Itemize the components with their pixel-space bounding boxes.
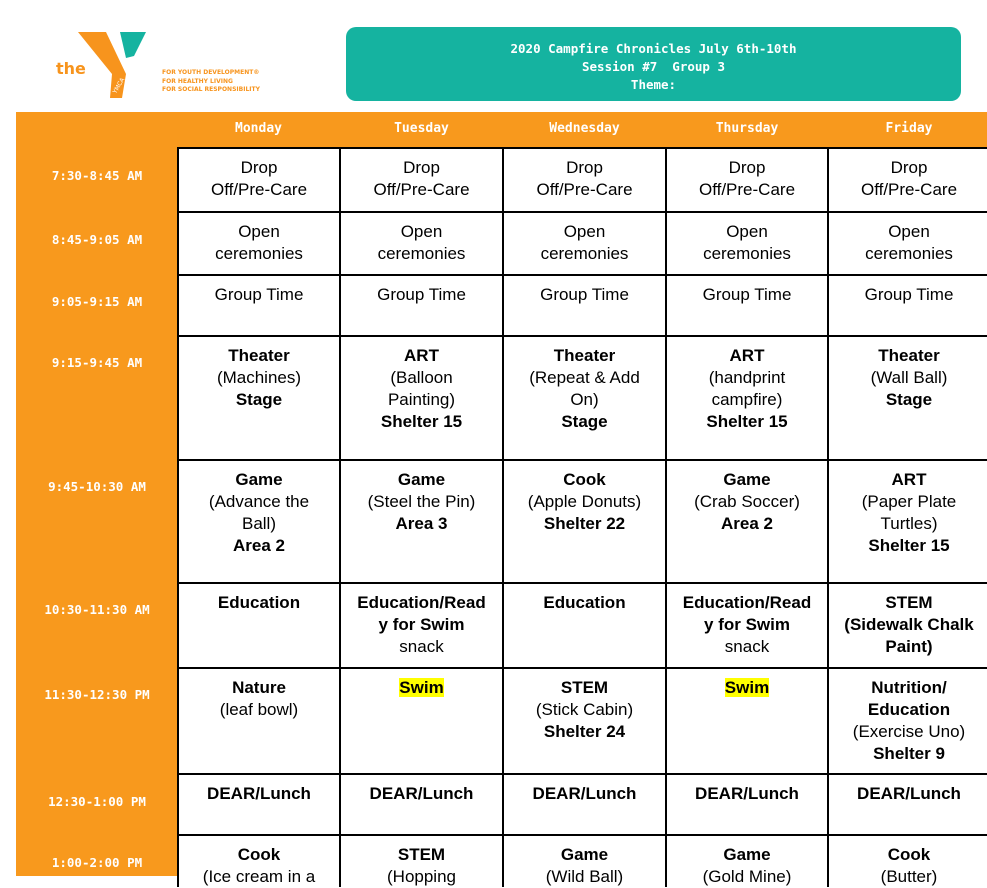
schedule-cell	[829, 284, 987, 306]
logo-ymca-text: YMCA	[111, 76, 127, 95]
grid-line	[177, 667, 987, 669]
cell-line: (Balloon	[390, 368, 453, 387]
grid-line	[177, 274, 987, 276]
cell-line: Cook	[237, 845, 281, 864]
cell-line: Swim	[399, 678, 444, 697]
cell-line: (Ice cream in a	[202, 867, 316, 886]
banner-session: Session #7 Group 3	[582, 59, 725, 74]
cell-line: Education/Read	[682, 593, 812, 612]
cell-line: Drop	[566, 158, 603, 177]
schedule-cell	[829, 345, 987, 411]
schedule-cell	[341, 783, 502, 805]
banner-theme: Theme:	[630, 77, 677, 92]
schedule-cell	[504, 677, 665, 743]
cell-line: Education	[867, 700, 951, 719]
time-slot: 11:30-12:30 PM	[44, 687, 150, 702]
ymca-logo	[50, 28, 290, 108]
cell-line: Painting)	[387, 390, 456, 409]
cell-line: Game	[397, 470, 446, 489]
cell-line: DEAR/Lunch	[207, 784, 311, 803]
cell-line: Paint)	[885, 637, 933, 656]
day-header-friday: Friday	[885, 121, 933, 136]
day-header-thursday: Thursday	[715, 121, 779, 136]
cell-line: ART	[729, 346, 765, 365]
cell-line: DEAR/Lunch	[369, 784, 474, 803]
cell-line: Game	[560, 845, 609, 864]
time-slot: 8:45-9:05 AM	[51, 232, 143, 247]
schedule-cell	[341, 157, 502, 201]
cell-line: (Steel the Pin)	[367, 492, 476, 511]
schedule-cell	[829, 677, 987, 765]
cell-line: Open	[238, 222, 280, 241]
time-slot: 1:00-2:00 PM	[51, 855, 143, 870]
cell-line: Off/Pre-Care	[698, 180, 796, 199]
grid-line	[177, 773, 987, 775]
schedule-cell	[504, 284, 665, 306]
cell-line: Off/Pre-Care	[373, 180, 470, 199]
time-slot: 9:15-9:45 AM	[51, 355, 143, 370]
cell-line: Game	[723, 470, 771, 489]
cell-line: (Wall Ball)	[870, 368, 948, 387]
day-header-tuesday: Tuesday	[394, 121, 449, 136]
cell-line: Education/Read	[357, 593, 486, 612]
cell-line: Nutrition/	[871, 678, 947, 697]
schedule-cell	[829, 844, 987, 888]
cell-line: y for Swim	[378, 615, 465, 634]
cell-line: (Butter)	[880, 867, 938, 886]
grid-line	[177, 335, 987, 337]
cell-line: STEM	[397, 845, 446, 864]
cell-line: On)	[570, 390, 599, 409]
time-slot: 10:30-11:30 AM	[44, 602, 150, 617]
schedule-cell	[179, 783, 339, 805]
cell-line: Shelter 22	[543, 514, 626, 533]
time-slot: 7:30-8:45 AM	[51, 168, 143, 183]
cell-line: Education	[217, 593, 301, 612]
cell-line: Open	[726, 222, 768, 241]
cell-line: Off/Pre-Care	[536, 180, 633, 199]
schedule-cell	[504, 221, 665, 265]
time-slot: 12:30-1:00 PM	[48, 794, 146, 809]
schedule-cell	[504, 592, 665, 614]
cell-line: (Repeat & Add	[529, 368, 640, 387]
cell-line: Off/Pre-Care	[210, 180, 308, 199]
cell-line: DEAR/Lunch	[857, 784, 961, 803]
schedule-cell	[504, 783, 665, 805]
cell-line: (Sidewalk Chalk	[844, 615, 974, 634]
schedule-cell	[829, 592, 987, 658]
cell-line: campfire)	[711, 390, 783, 409]
cell-line: Cook	[887, 845, 931, 864]
schedule-cell	[667, 592, 827, 658]
cell-line: Group Time	[540, 285, 629, 304]
cell-line: (leaf bowl)	[219, 700, 299, 719]
cell-line: (handprint	[708, 368, 786, 387]
tagline-line: FOR YOUTH DEVELOPMENT®	[162, 69, 260, 76]
cell-line: Shelter 9	[873, 744, 945, 763]
cell-line: DEAR/Lunch	[695, 784, 799, 803]
cell-line: Open	[563, 222, 606, 241]
cell-line: Game	[235, 470, 283, 489]
schedule-cell	[829, 221, 987, 265]
cell-line: Stage	[885, 390, 933, 409]
schedule-cell	[667, 469, 827, 535]
schedule-cell	[179, 284, 339, 306]
cell-line: Group Time	[377, 285, 466, 304]
cell-line: Stage	[561, 412, 608, 431]
cell-line: ceremonies	[215, 244, 303, 263]
cell-line: ART	[404, 346, 439, 365]
schedule-cell	[179, 844, 339, 888]
schedule-cell	[341, 469, 502, 535]
schedule-cell	[829, 783, 987, 805]
schedule-cell	[179, 157, 339, 201]
cell-line: Group Time	[864, 285, 954, 304]
cell-line: Stage	[235, 390, 283, 409]
cell-line: (Apple Donuts)	[527, 492, 642, 511]
cell-line: (Exercise Uno)	[852, 722, 966, 741]
schedule-cell	[667, 844, 827, 888]
grid-line	[177, 211, 987, 213]
grid-line	[177, 834, 987, 836]
cell-line: Ball)	[241, 514, 276, 533]
banner-title: 2020 Campfire Chronicles July 6th-10th	[510, 41, 797, 56]
grid-line	[177, 582, 987, 584]
cell-line: Theater	[878, 346, 940, 365]
cell-line: (Paper Plate	[861, 492, 957, 511]
schedule-cell	[667, 783, 827, 805]
cell-line: (Advance the	[208, 492, 310, 511]
time-column	[16, 112, 178, 876]
cell-line: Shelter 15	[380, 412, 463, 431]
schedule-cell	[504, 844, 665, 888]
cell-line: Turtles)	[880, 514, 938, 533]
schedule-cell	[667, 157, 827, 201]
cell-line: ceremonies	[703, 244, 791, 263]
schedule-cell	[179, 677, 339, 721]
cell-line: (Wild Ball)	[545, 867, 624, 886]
day-header-monday: Monday	[235, 121, 282, 136]
schedule-cell	[341, 221, 502, 265]
cell-line: Drop	[890, 158, 928, 177]
cell-line: ceremonies	[540, 244, 629, 263]
schedule-cell	[179, 221, 339, 265]
cell-line: (Machines)	[216, 368, 302, 387]
cell-line: snack	[399, 637, 444, 656]
cell-line: Nature	[232, 678, 286, 697]
schedule-cell	[829, 469, 987, 557]
schedule-cell	[667, 677, 827, 699]
cell-line: Drop	[240, 158, 278, 177]
schedule-cell	[504, 157, 665, 201]
cell-line: Game	[723, 845, 771, 864]
cell-line: Shelter 24	[543, 722, 626, 741]
time-slot: 9:45-10:30 AM	[48, 479, 146, 494]
cell-line: Drop	[728, 158, 766, 177]
day-header-wednesday: Wednesday	[549, 121, 620, 136]
schedule-cell	[829, 157, 987, 201]
schedule-cell	[341, 592, 502, 658]
cell-line: Group Time	[702, 285, 792, 304]
cell-line: (Crab Soccer)	[694, 492, 800, 511]
cell-line: ART	[891, 470, 927, 489]
schedule-cell	[504, 469, 665, 535]
logo-tagline	[162, 69, 260, 95]
cell-line: Education	[543, 593, 626, 612]
cell-line: ceremonies	[865, 244, 953, 263]
ymca-y-icon	[76, 28, 166, 100]
cell-line: DEAR/Lunch	[532, 784, 637, 803]
schedule-cell	[341, 844, 502, 888]
schedule-cell	[667, 284, 827, 306]
cell-line: Area 3	[395, 514, 448, 533]
schedule-cell	[179, 345, 339, 411]
grid-line	[177, 459, 987, 461]
cell-line: STEM	[885, 593, 933, 612]
cell-line: Drop	[403, 158, 440, 177]
schedule-cell	[504, 345, 665, 433]
schedule-cell	[341, 677, 502, 699]
tagline-line: FOR SOCIAL RESPONSIBILITY	[162, 86, 260, 93]
cell-line: Open	[400, 222, 443, 241]
cell-line: Theater	[228, 346, 290, 365]
schedule-cell	[341, 284, 502, 306]
schedule-cell	[667, 345, 827, 433]
title-banner	[346, 27, 961, 101]
cell-line: Group Time	[214, 285, 304, 304]
cell-line: y for Swim	[704, 615, 790, 634]
cell-line: Area 2	[233, 536, 285, 555]
time-slot: 9:05-9:15 AM	[51, 294, 143, 309]
schedule-cell	[341, 345, 502, 433]
schedule-cell	[179, 592, 339, 614]
cell-line: Theater	[553, 346, 616, 365]
cell-line: Open	[888, 222, 930, 241]
cell-line: Swim	[724, 678, 770, 697]
cell-line: Area 2	[721, 514, 773, 533]
cell-line: ceremonies	[377, 244, 466, 263]
cell-line: Cook	[563, 470, 606, 489]
logo-the-text: the	[56, 59, 86, 78]
cell-line: (Gold Mine)	[702, 867, 792, 886]
cell-line: Shelter 15	[868, 536, 950, 555]
schedule-cell	[667, 221, 827, 265]
cell-line: (Stick Cabin)	[535, 700, 634, 719]
grid-line	[177, 147, 987, 149]
tagline-line: FOR HEALTHY LIVING	[162, 77, 233, 85]
schedule-cell	[179, 469, 339, 557]
cell-line: Off/Pre-Care	[860, 180, 958, 199]
cell-line: (Hopping	[387, 867, 456, 886]
cell-line: STEM	[560, 678, 609, 697]
cell-line: Shelter 15	[706, 412, 788, 431]
cell-line: snack	[724, 637, 770, 656]
